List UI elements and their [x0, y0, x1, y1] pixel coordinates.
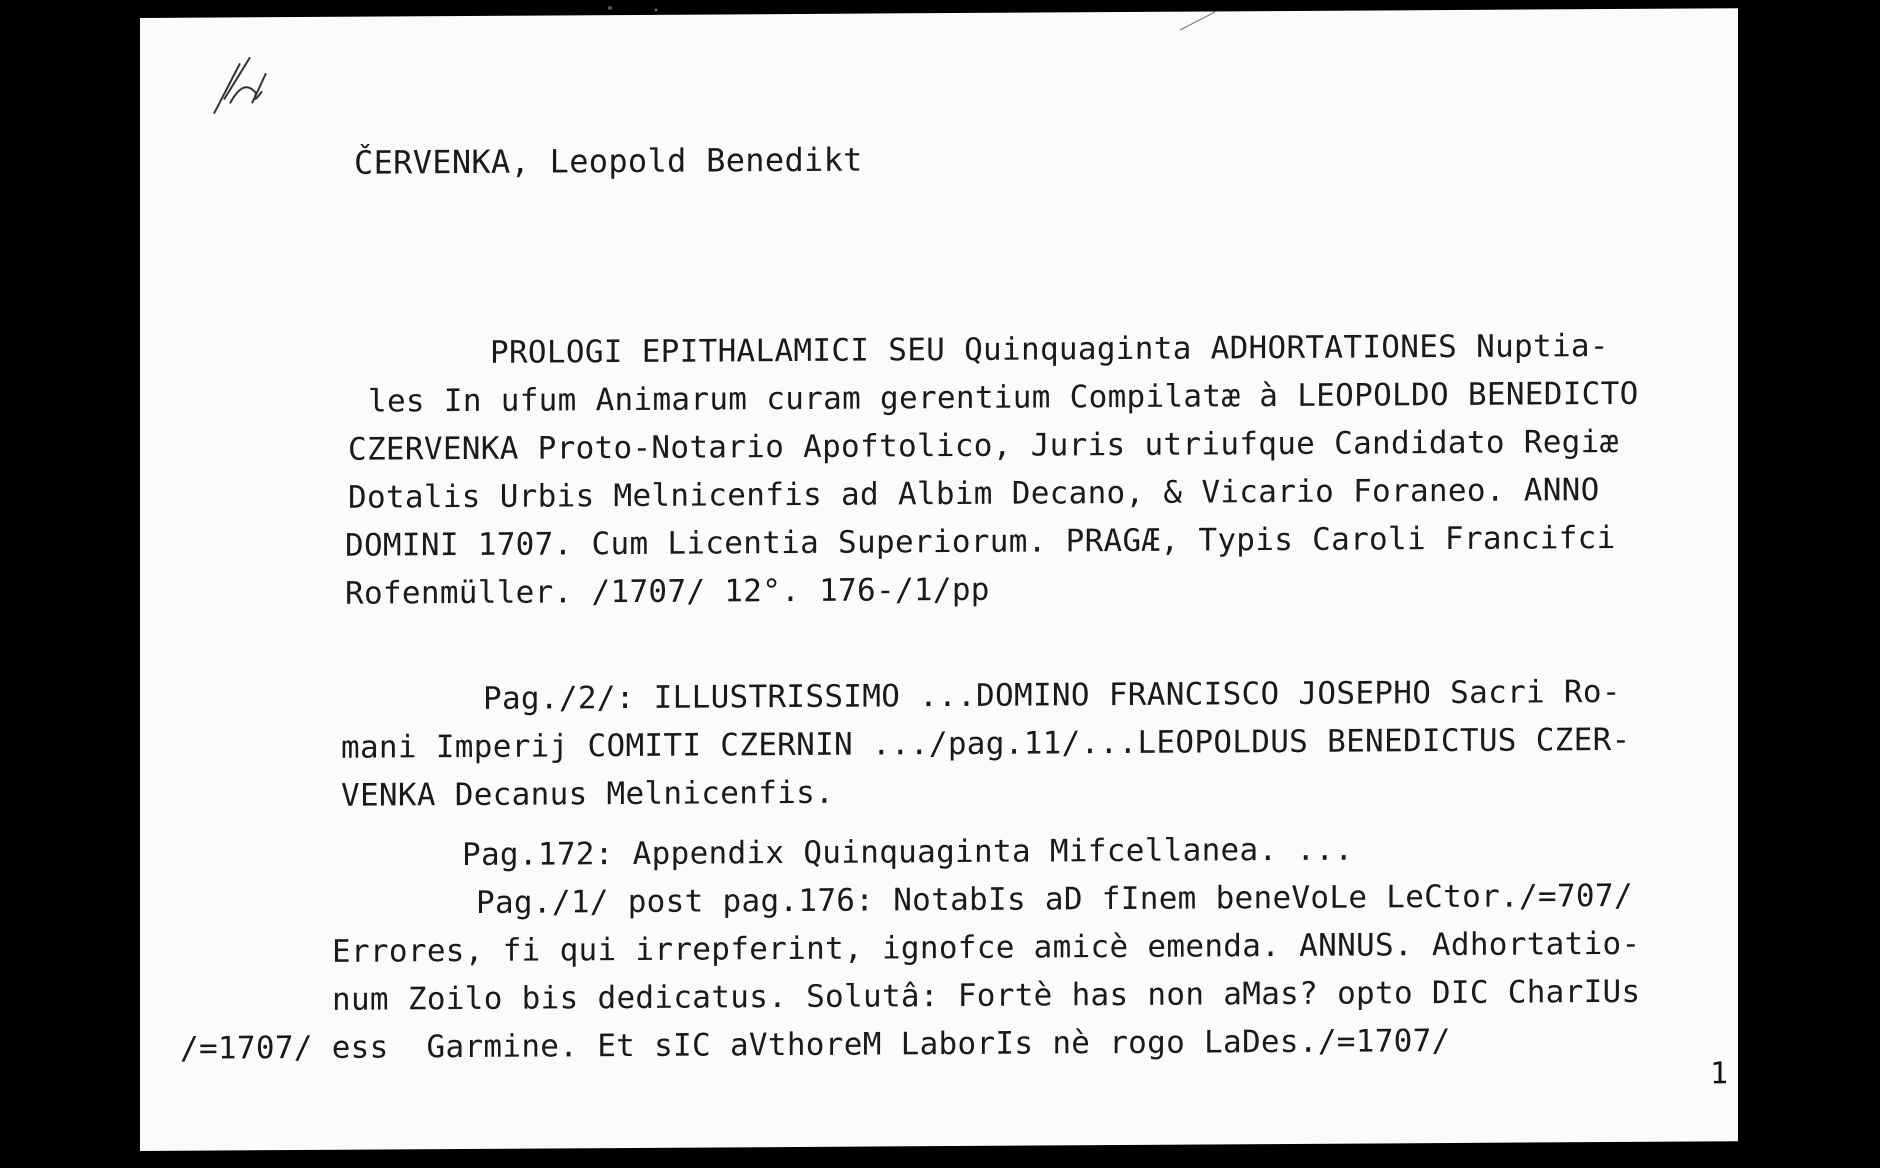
- note-line: Pag./1/ post pag.176: NotabIs aD fInem beneVoLe LeCtor./=707/: [476, 877, 1633, 921]
- page-number: 1: [1709, 1056, 1728, 1092]
- title-line: les In ufum Animarum curam gerentium Compilatæ à LEOPOLDO BENEDICTO: [368, 375, 1639, 420]
- author-heading: ČERVENKA, Leopold Benedikt: [354, 140, 863, 182]
- note-line: Pag./2/: ILLUSTRISSIMO ...DOMINO FRANCISCO JOSEPHO Sacri Ro-: [483, 673, 1621, 717]
- note-line: VENKA Decanus Melnicenfis.: [341, 774, 835, 814]
- note-line: Errores, fi qui irrepferint, ignofce amicè emenda. ANNUS. Adhortatio-: [332, 925, 1641, 970]
- title-line: Rofenmüller. /1707/ 12°. 176-/1/pp: [345, 571, 990, 612]
- appendix-note: Pag.172: Appendix Quinquaginta Mifcellanea. ...: [462, 831, 1354, 874]
- title-line: CZERVENKA Proto-Notario Apoftolico, Juris utriufque Candidato Regiæ: [348, 423, 1619, 468]
- note-line: mani Imperij COMITI CZERNIN .../pag.11/...LEOPOLDUS BENEDICTUS CZER-: [341, 721, 1631, 766]
- title-line: Dotalis Urbis Melnicenfis ad Albim Decano, & Vicario Foraneo. ANNO: [348, 472, 1600, 516]
- title-line: PROLOGI EPITHALAMICI SEU Quinquaginta ADHORTATIONES Nuptia-: [490, 328, 1609, 371]
- title-line: DOMINI 1707. Cum Licentia Superiorum. PRAGÆ, Typis Caroli Francifci: [345, 519, 1616, 564]
- note-line: num Zoilo bis dedicatus. Solutâ: Fortè has non aMas? opto DIC CharIUs: [332, 973, 1641, 1018]
- note-line: /=1707/ ess Garmine. Et sIC aVthoreM LaborIs nè rogo LaDes./=1707/: [180, 1022, 1451, 1067]
